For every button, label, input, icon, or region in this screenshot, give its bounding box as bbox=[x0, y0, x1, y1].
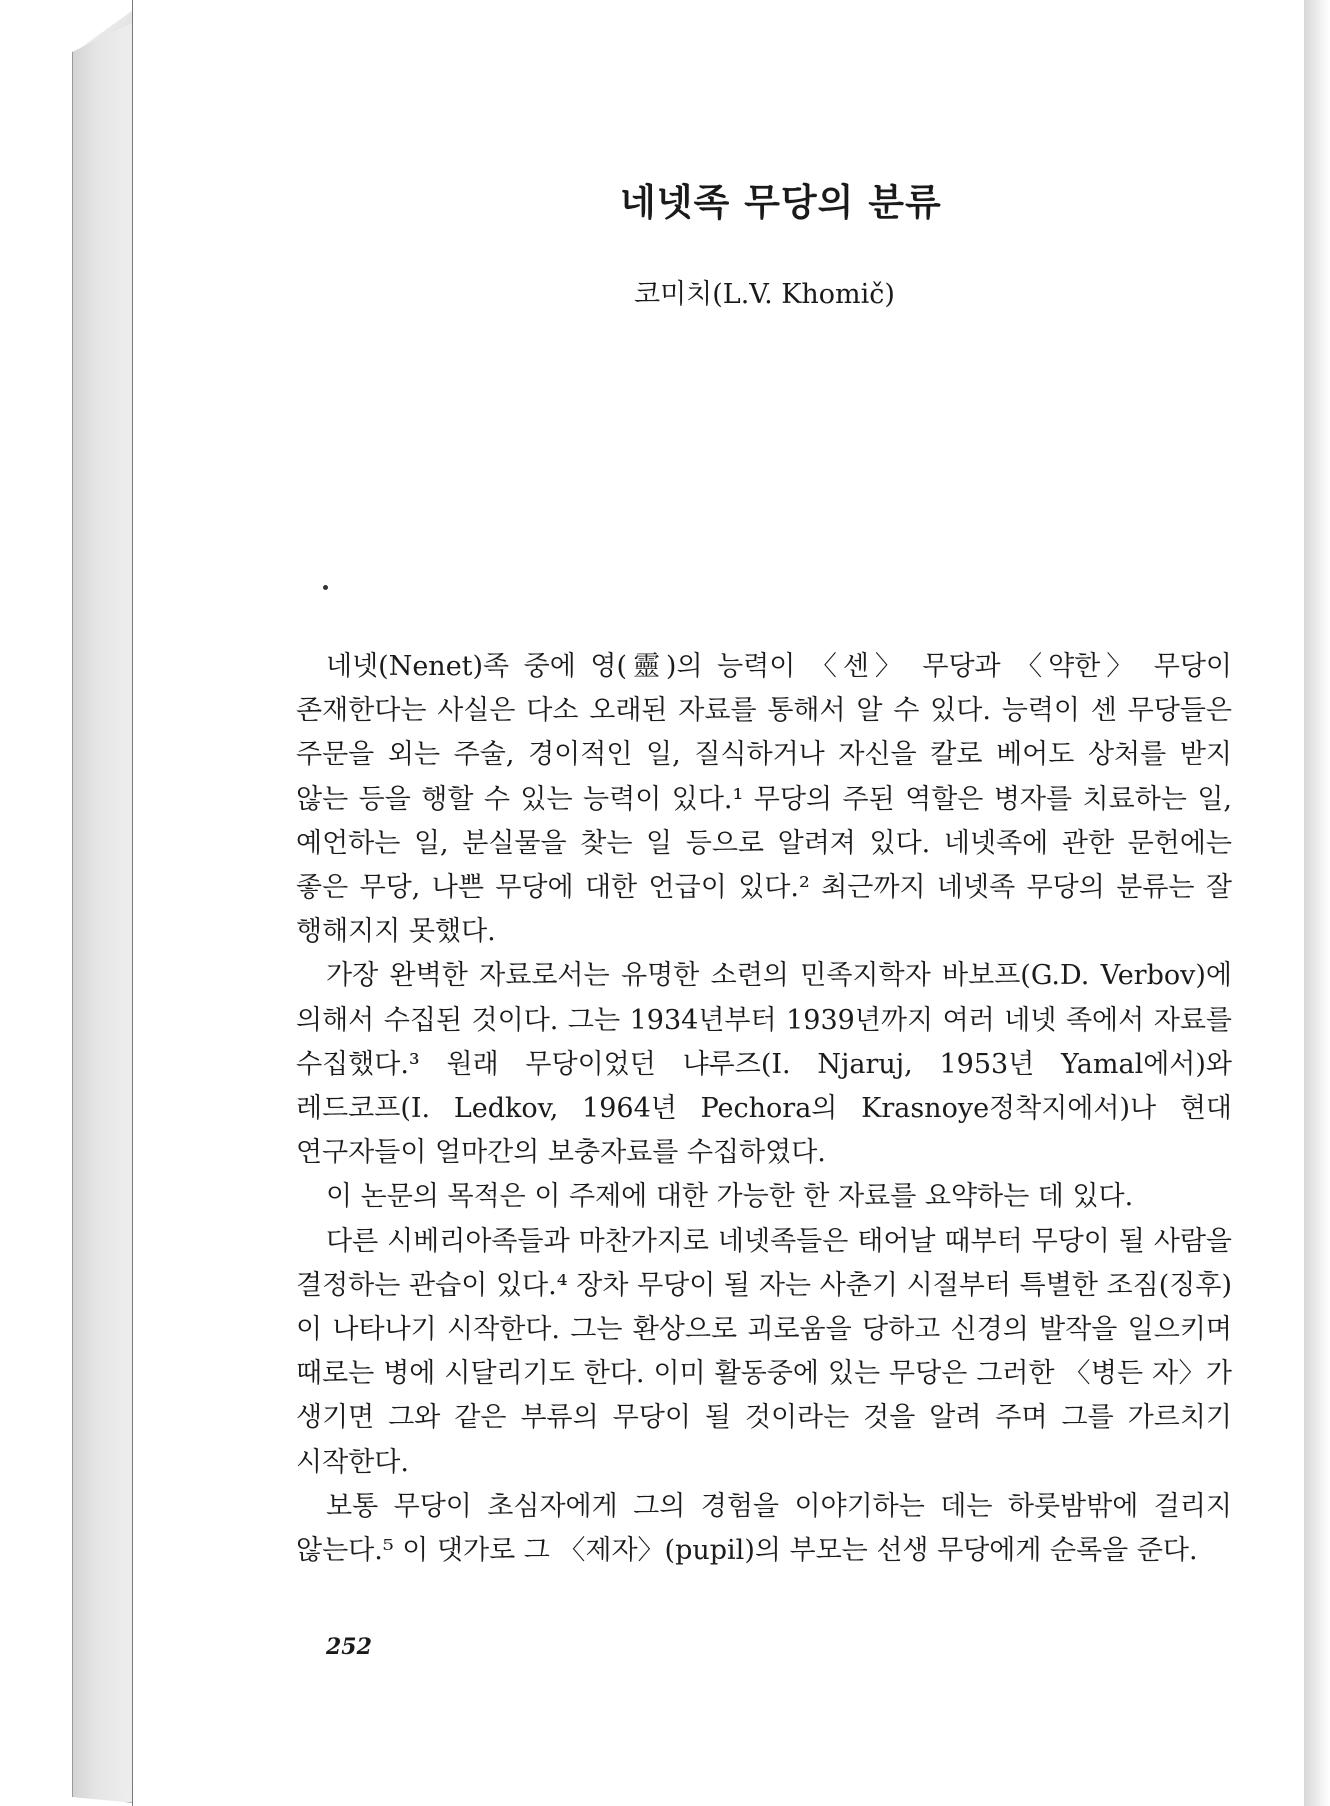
paragraph-3: 이 논문의 목적은 이 주제에 대한 가능한 한 자료를 요약하는 데 있다. bbox=[326, 1181, 1134, 1213]
article-title: 네넷족 무당의 분류 bbox=[620, 180, 942, 224]
page-number: 252 bbox=[326, 1634, 372, 1660]
paragraph-4: 다른 시베리아족들과 마찬가지로 네넷족들은 태어날 때부터 무당이 될 사람을 결정하는 관습이 있다.⁴ 장차 무당이 될 자는 사춘기 시절부터 특별한 조짐(징후)이 나타나기 시작한다. 그는 환상으로 괴로움을 당하고 신경의 발작을 일으키며 때로는 병에 시달리기도 한다. 이미 활동중에 있는 무당은 그러한 〈병든 자〉가 생기면 그와 같은 부류의 무당이 될 것이라는 것을 알려 주며 그를 가르치기 시작한다. bbox=[296, 1225, 1232, 1478]
paragraph-1: 네넷(Nenet)족 중에 영(靈)의 능력이 〈센〉 무당과 〈약한〉 무당이 존재한다는 사실은 다소 오래된 자료를 통해서 알 수 있다. 능력이 센 무당들은 주문을 외는 주술, 경이적인 일, 질식하거나 자신을 칼로 베어도 상처를 받지 않는 등을 행할 수 있는 능력이 있다.¹ 무당의 주된 역할은 병자를 치료하는 일, 예언하는 일, 분실물을 찾는 일 등으로 알려져 있다. 네넷족에 관한 문헌에는 좋은 무당, 나쁜 무당에 대한 언급이 있다.² 최근까지 네넷족 무당의 분류는 잘 행해지지 못했다. bbox=[296, 651, 1232, 948]
page-shadow bbox=[1304, 0, 1330, 1806]
article-body bbox=[296, 645, 1232, 1573]
book-page-edges bbox=[72, 22, 135, 1803]
paragraph-5: 보통 무당이 초심자에게 그의 경험을 이야기하는 데는 하룻밤밖에 걸리지 않는다.⁵ 이 댓가로 그 〈제자〉(pupil)의 부모는 선생 무당에게 순록을 준다. bbox=[296, 1490, 1232, 1567]
scan-speck bbox=[323, 585, 328, 590]
paragraph-2: 가장 완벽한 자료로서는 유명한 소련의 민족지학자 바보프(G.D. Verbov)에 의해서 수집된 것이다. 그는 1934년부터 1939년까지 여러 네넷 족에서 자료를 수집했다.³ 원래 무당이었던 냐루즈(I. Njaruj, 1953년 Yamal에서)와 레드코프(I. Ledkov, 1964년 Pechora의 Krasnoye정착지에서)나 현대 연구자들이 얼마간의 보충자료를 수집하였다. bbox=[296, 960, 1232, 1169]
article-author: 코미치(L.V. Khomič) bbox=[634, 279, 895, 310]
